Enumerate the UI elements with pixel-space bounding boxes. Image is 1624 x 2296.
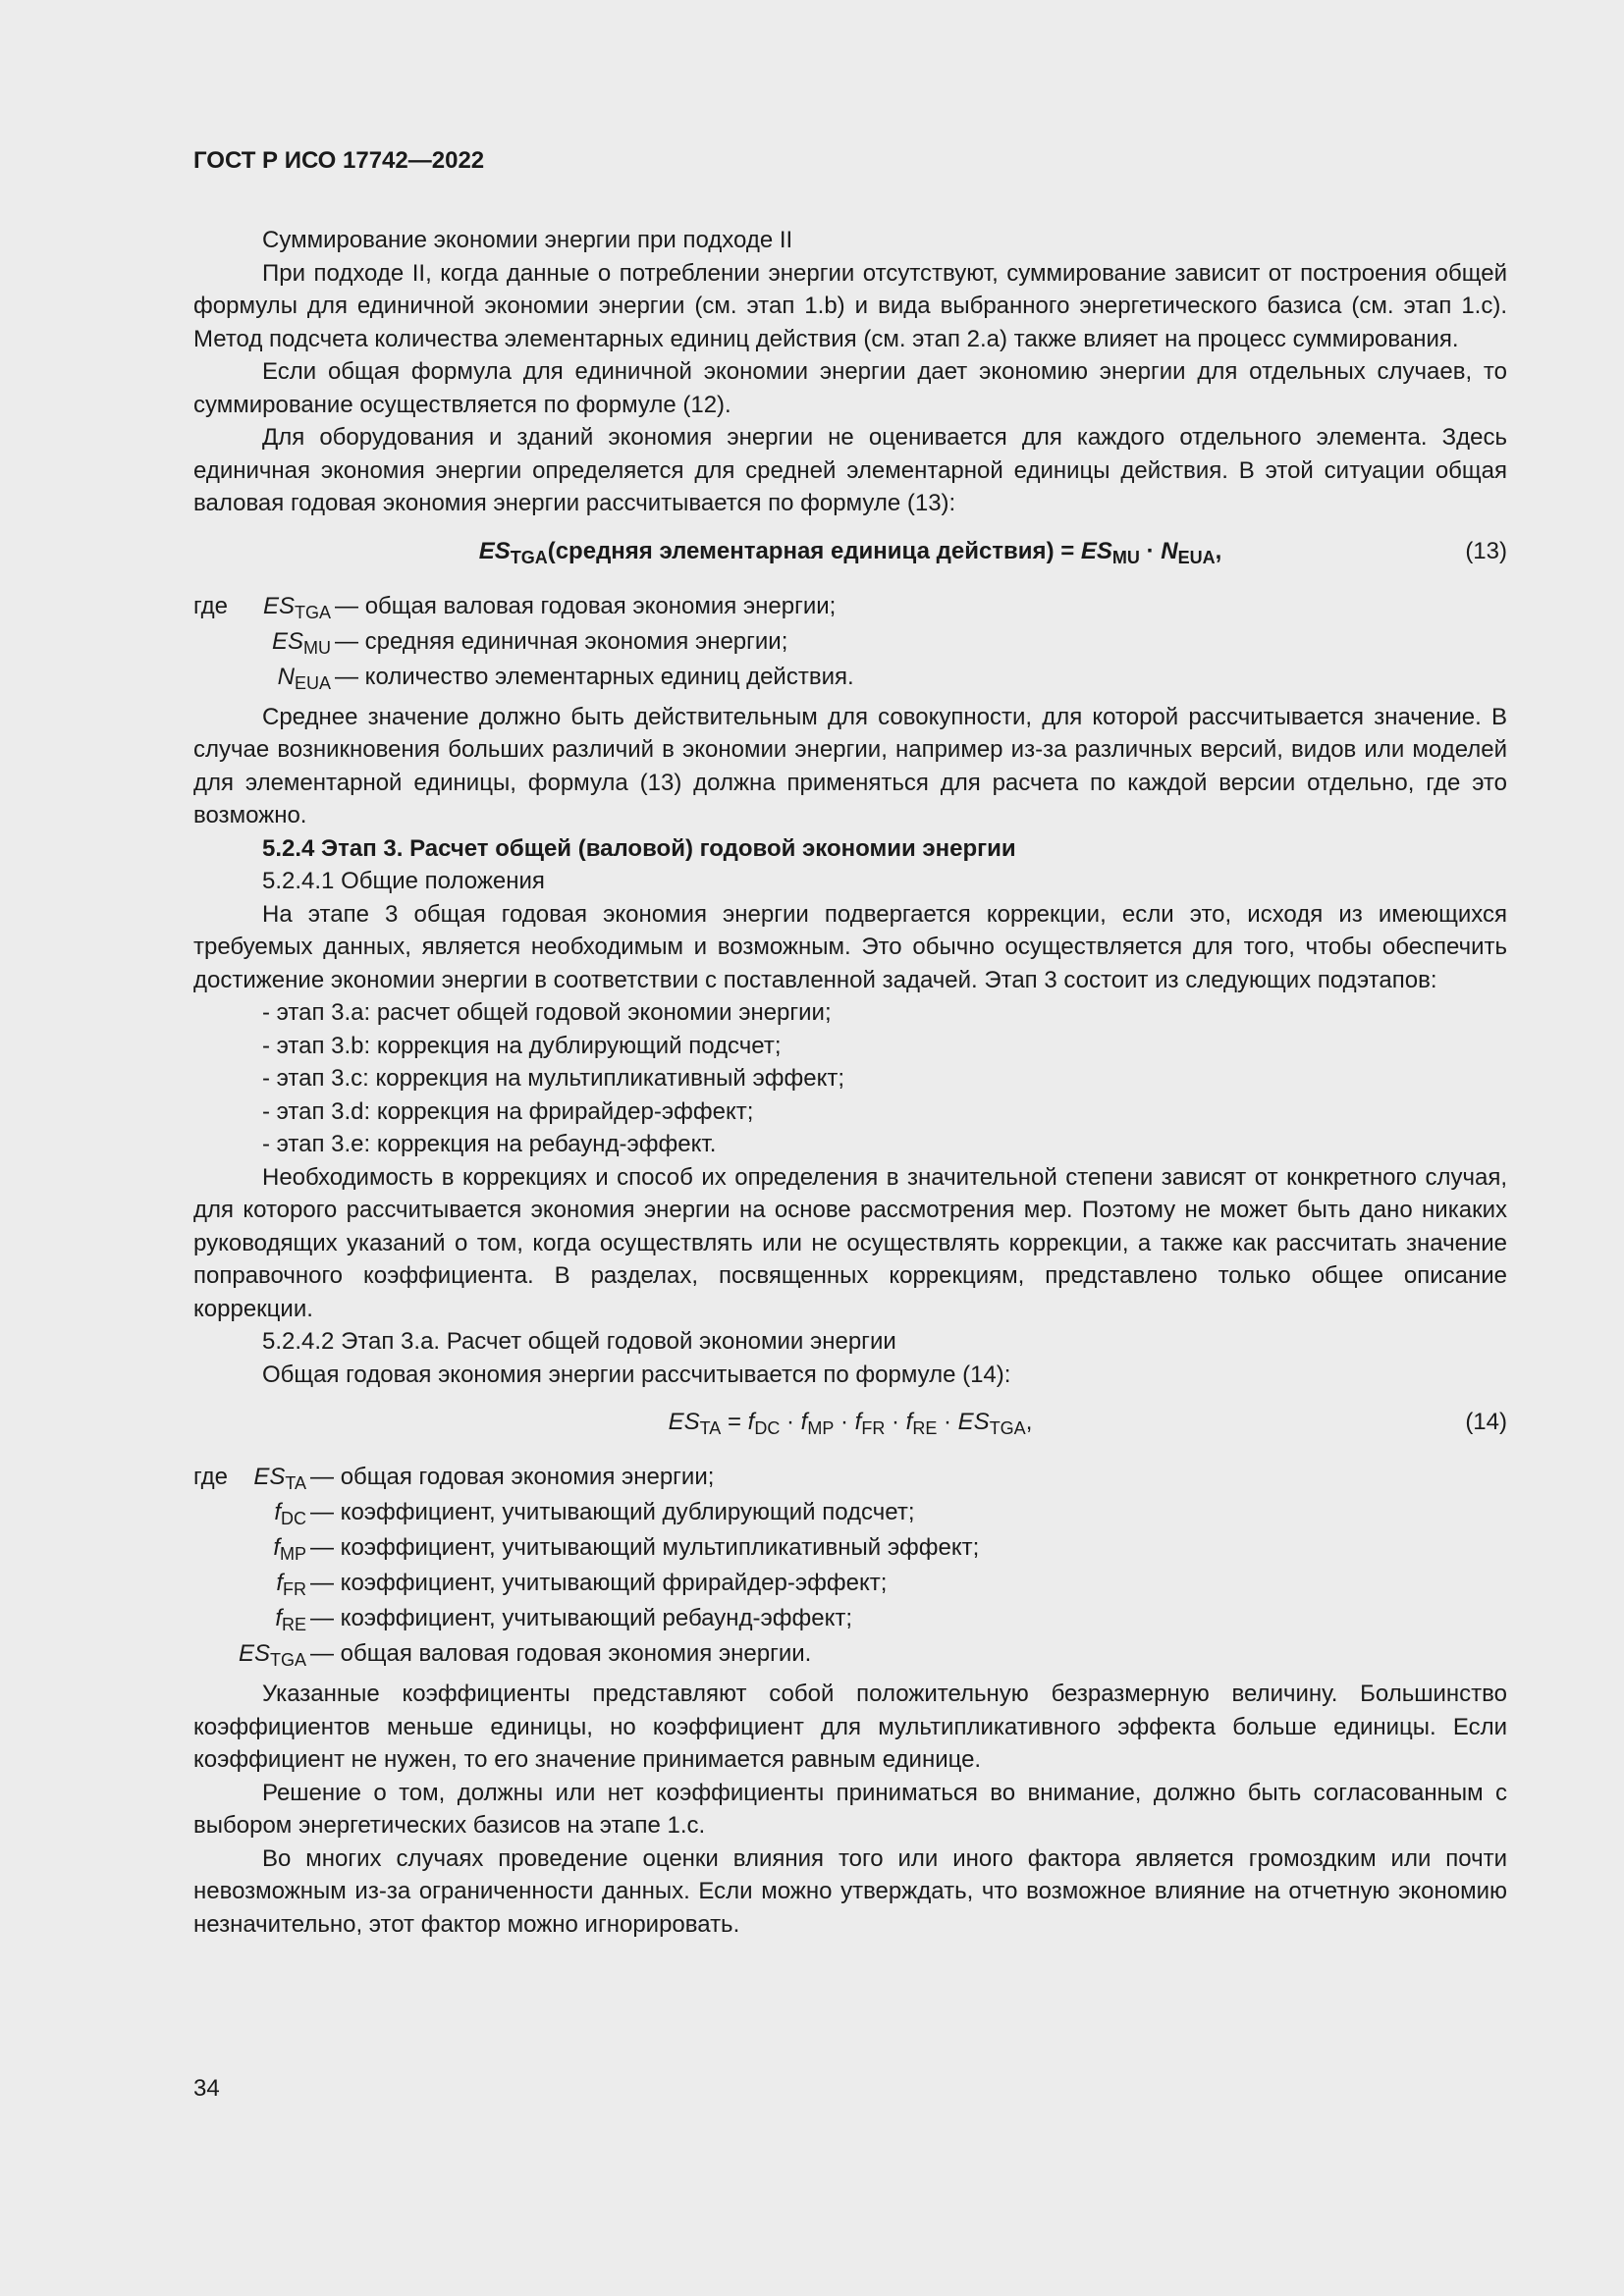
formula-subscript: TA [699, 1418, 722, 1438]
legend-description: — средняя единичная экономия энергии; [335, 627, 788, 655]
formula-symbol: ES [668, 1409, 700, 1435]
formula-subscript: MU [1111, 547, 1140, 567]
formula-14 [193, 1403, 1507, 1442]
formula-subscript: FR [861, 1418, 886, 1438]
legend-symbol: f [276, 1570, 283, 1596]
paragraph: Общая годовая экономия энергии рассчитывается по формуле (14): [262, 1361, 1011, 1388]
formula-operator: · [937, 1409, 958, 1435]
legend-description: — коэффициент, учитывающий мультипликативный эффект; [310, 1534, 980, 1561]
legend-row [193, 1636, 1507, 1672]
legend-row [193, 1495, 1507, 1530]
formula-symbol: f [800, 1409, 808, 1435]
legend-description: — количество элементарных единиц действия. [335, 663, 854, 690]
section-heading-5-2-4: 5.2.4 Этап 3. Расчет общей (валовой) годовой экономии энергии [262, 834, 1016, 862]
legend-row [193, 1601, 1507, 1636]
formula-symbol: ES [1080, 537, 1112, 564]
formula-subscript: DC [754, 1418, 781, 1438]
section-heading-5-2-4-2: 5.2.4.2 Этап 3.a. Расчет общей годовой экономии энергии [262, 1328, 896, 1355]
document-body [193, 224, 1507, 1941]
legend-subscript: EUA [294, 672, 331, 693]
legend-where: где [193, 592, 229, 619]
legend-symbol: ES [271, 627, 303, 655]
legend-row [193, 1530, 1507, 1566]
paragraph: Во многих случаях проведение оценки влияния того или иного фактора является громоздким или почти невозможным из-за ограниченности данных. Если можно утверждать, что возможное влияние на отчетную экономию незначительно, этот фактор можно игнорировать. [193, 1844, 1507, 1938]
legend-description: — общая годовая экономия энергии; [310, 1464, 715, 1490]
legend-subscript: TGA [295, 602, 332, 622]
legend-subscript: MP [280, 1544, 306, 1564]
legend-symbol: ES [253, 1464, 286, 1490]
formula-13 [193, 532, 1507, 571]
formula-number: (14) [1465, 1409, 1507, 1435]
formula-symbol: ES [957, 1409, 990, 1435]
formula-subscript: TGA [989, 1418, 1026, 1438]
paragraph: Для оборудования и зданий экономия энергии не оценивается для каждого отдельного элемента. Здесь единичная экономия энергии определяется для средней элементарной единицы действия. В этой ситуации общая валовая годовая экономия энергии рассчитывается по формуле (13): [193, 424, 1507, 516]
formula-operator: · [1139, 537, 1162, 564]
formula-symbol: f [905, 1409, 913, 1435]
formula-symbol: ES [478, 537, 511, 564]
legend-row [193, 1566, 1507, 1601]
formula-operator: = [721, 1409, 748, 1435]
paragraph: Среднее значение должно быть действительным для совокупности, для которой рассчитывается значение. В случае возникновения больших различий в экономии энергии, например из-за различных версий, видов или моделей для элементарной единицы, формула (13) должна применяться для расчета по каждой версии отдельно, где это возможно. [193, 703, 1507, 828]
formula-13-legend [193, 589, 1507, 695]
legend-row [193, 624, 1507, 660]
paragraph: Суммирование экономии энергии при подходе II [262, 227, 793, 253]
paragraph: Решение о том, должны или нет коэффициенты приниматься во внимание, должно быть согласованным с выбором энергетических базисов на этапе 1.c. [193, 1779, 1507, 1839]
formula-operator: · [780, 1409, 801, 1435]
formula-text: , [1215, 537, 1222, 564]
paragraph: Если общая формула для единичной экономии энергии дает экономию энергии для отдельных случаев, то суммирование осуществляется по формуле (12). [193, 358, 1507, 418]
list-item: - этап 3.e: коррекция на ребаунд-эффект. [262, 1128, 1507, 1161]
legend-symbol: f [275, 1605, 282, 1631]
document-header: ГОСТ Р ИСО 17742—2022 [193, 147, 485, 174]
legend-symbol: f [274, 1499, 281, 1525]
list-item: - этап 3.d: коррекция на фрирайдер-эффект; [262, 1095, 1507, 1129]
formula-subscript: TGA [510, 547, 548, 567]
legend-symbol: N [277, 663, 295, 690]
formula-operator: · [885, 1409, 906, 1435]
legend-row [193, 1460, 1507, 1495]
legend-subscript: FR [283, 1579, 306, 1599]
section-heading-5-2-4-1: 5.2.4.1 Общие положения [262, 868, 545, 894]
legend-subscript: RE [281, 1615, 306, 1634]
page-number: 34 [193, 2075, 220, 2102]
legend-symbol: ES [238, 1640, 270, 1667]
legend-row [193, 589, 1507, 624]
formula-subscript: RE [912, 1418, 938, 1438]
legend-description: — коэффициент, учитывающий фрирайдер-эффект; [310, 1570, 888, 1596]
legend-subscript: TA [285, 1473, 307, 1493]
paragraph: Указанные коэффициенты представляют собой положительную безразмерную величину. Большинство коэффициентов меньше единицы, но коэффициент для мультипликативного эффекта больше единицы. Если коэффициент не нужен, то его значение принимается равным единице. [193, 1681, 1507, 1773]
formula-subscript: MP [807, 1418, 835, 1438]
list-item: - этап 3.c: коррекция на мультипликативный эффект; [262, 1062, 1507, 1095]
steps-list [193, 996, 1507, 1161]
legend-subscript: MU [303, 637, 331, 658]
legend-description: — общая валовая годовая экономия энергии; [335, 592, 837, 619]
formula-operator: · [834, 1409, 855, 1435]
formula-symbol: f [747, 1409, 755, 1435]
formula-text: (средняя элементарная единица действия) = [547, 537, 1081, 564]
formula-symbol: N [1161, 537, 1178, 564]
legend-row [193, 660, 1507, 695]
legend-subscript: DC [281, 1509, 306, 1528]
formula-symbol: f [854, 1409, 862, 1435]
legend-subscript: TGA [269, 1650, 306, 1670]
list-item: - этап 3.a: расчет общей годовой экономии энергии; [262, 996, 1507, 1030]
legend-description: — коэффициент, учитывающий ребаунд-эффект; [310, 1605, 853, 1631]
legend-symbol: ES [263, 592, 296, 619]
legend-description: — коэффициент, учитывающий дублирующий подсчет; [310, 1499, 915, 1525]
paragraph: При подходе II, когда данные о потреблении энергии отсутствуют, суммирование зависит от построения общей формулы для единичной экономии энергии (см. этап 1.b) и вида выбранного энергетического базиса (см. этап 1.c). Метод подсчета количества элементарных единиц действия (см. этап 2.a) также влияет на процесс суммирования. [193, 259, 1507, 352]
formula-14-legend [193, 1460, 1507, 1672]
legend-where: где [193, 1464, 229, 1490]
paragraph: На этапе 3 общая годовая экономия энергии подвергается коррекции, если это, исходя из имеющихся требуемых данных, является необходимым и возможным. Это обычно осуществляется для того, чтобы обеспечить достижение экономии энергии в соответствии с поставленной задачей. Этап 3 состоит из следующих подэтапов: [193, 900, 1507, 993]
legend-description: — общая валовая годовая экономия энергии. [310, 1640, 812, 1667]
formula-subscript: EUA [1177, 547, 1216, 567]
formula-number: (13) [1465, 537, 1507, 564]
list-item: - этап 3.b: коррекция на дублирующий подсчет; [262, 1030, 1507, 1063]
formula-text: , [1025, 1409, 1033, 1435]
legend-symbol: f [273, 1534, 280, 1561]
paragraph: Необходимость в коррекциях и способ их определения в значительной степени зависят от конкретного случая, для которого рассчитывается экономия энергии на основе рассмотрения мер. Поэтому не может быть дано никаких руководящих указаний о том, когда осуществлять или не осуществлять коррекции, а также как рассчитать значение поправочного коэффициента. В разделах, посвященных коррекциям, представлено только общее описание коррекции. [193, 1163, 1507, 1322]
